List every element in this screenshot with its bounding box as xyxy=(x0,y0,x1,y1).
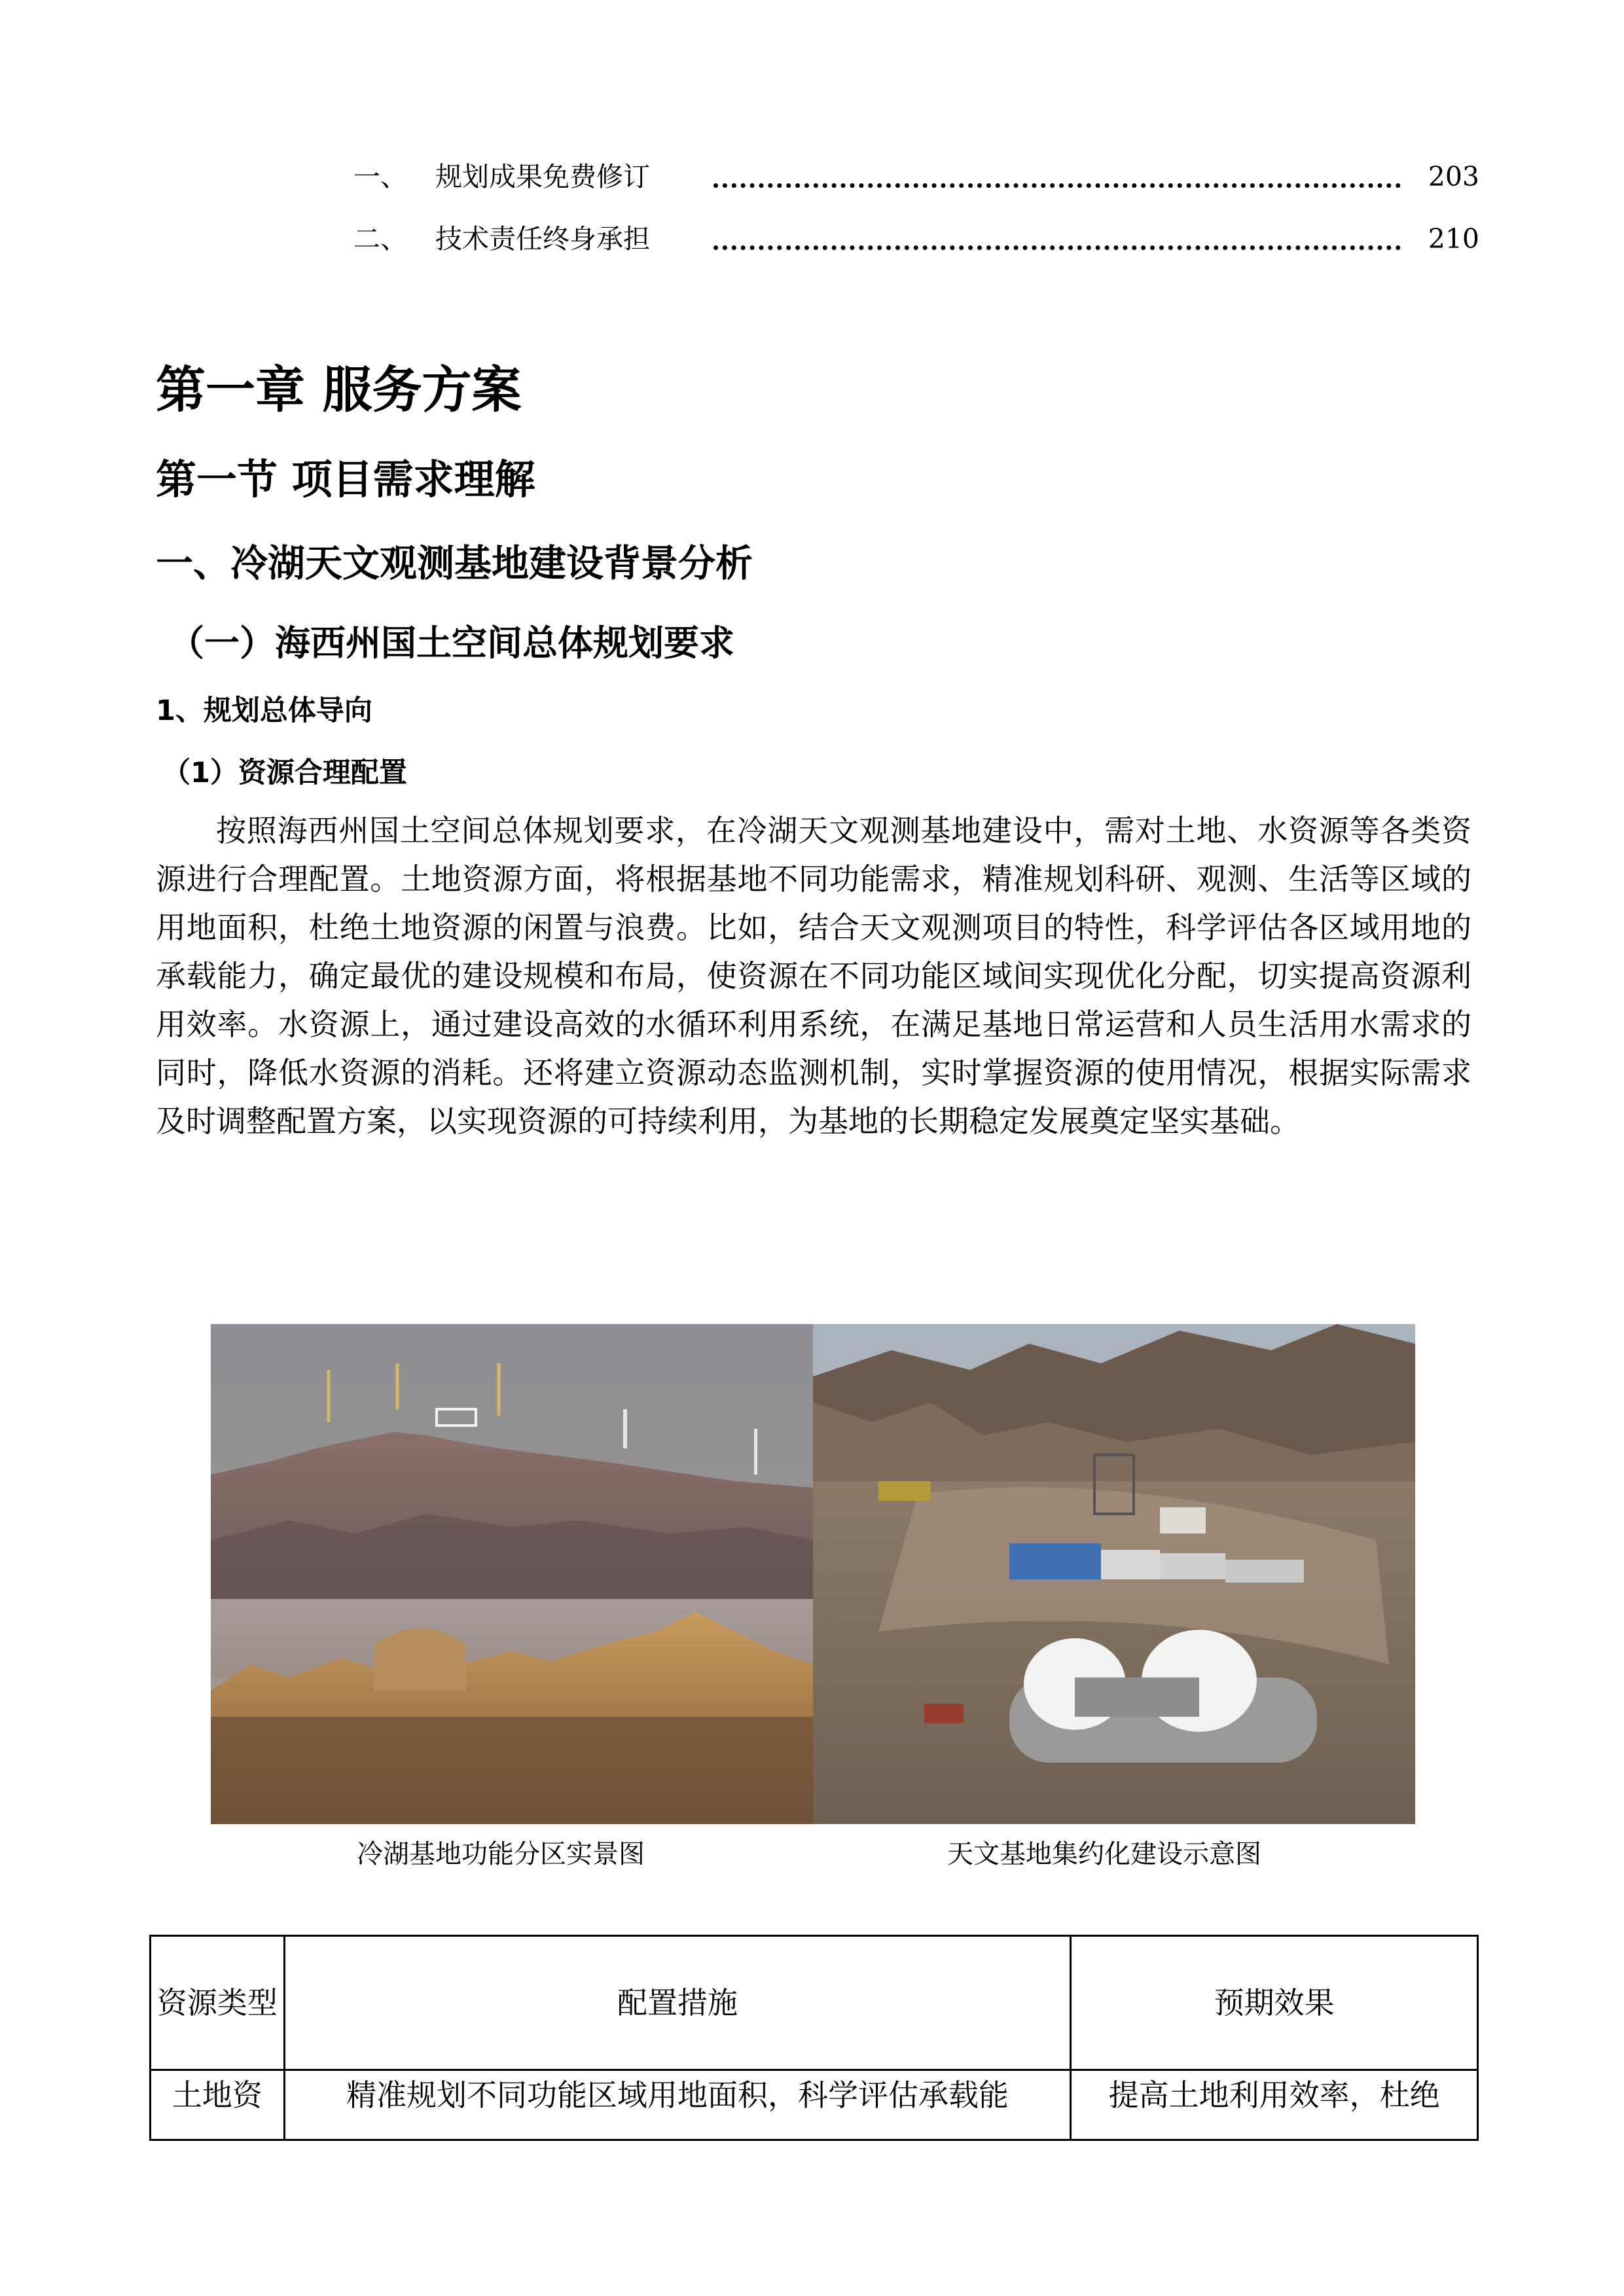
astronomy-base-photo xyxy=(813,1324,1415,1824)
toc-entry-title: 规划成果免费修订 xyxy=(435,161,650,192)
toc-entry-page: 210 xyxy=(1428,223,1479,255)
figure-caption: 冷湖基地功能分区实景图 xyxy=(357,1839,645,1869)
table-header-cell: 预期效果 xyxy=(1071,1936,1478,2070)
toc-entry-number: 二、 xyxy=(353,223,407,255)
toc-leader-dots xyxy=(713,170,1401,188)
toc-entry-page: 203 xyxy=(1428,161,1479,192)
resource-table xyxy=(149,1935,1479,2141)
figure-caption: 天文基地集约化建设示意图 xyxy=(947,1839,1261,1869)
subsubsection-heading: （一）海西州国土空间总体规划要求 xyxy=(169,622,734,664)
item-heading: 1、规划总体导向 xyxy=(156,694,372,727)
lenghu-zoning-photo xyxy=(211,1324,813,1824)
chapter-heading: 第一章 服务方案 xyxy=(156,361,522,419)
section-heading: 第一节 项目需求理解 xyxy=(156,456,535,503)
body-paragraph: 按照海西州国土空间总体规划要求，在冷湖天文观测基地建设中，需对土地、水资源等各类资源进行合理配置。土地资源方面，将根据基地不同功能需求，精准规划科研、观测、生活等区域的用地面积，杜绝土地资源的闲置与浪费。比如，结合天文观测项目的特性，科学评估各区域用地的承载能力，确定最优的建设规模和布局，使资源在不同功能区域间实现优化分配，切实提高资源利用效率。水资源上，通过建设高效的水循环利用系统，在满足基地日常运营和人员生活用水需求的同时，降低水资源的消耗。还将建立资源动态监测机制，实时掌握资源的使用情况，根据实际需求及时调整配置方案，以实现资源的可持续利用，为基地的长期稳定发展奠定坚实基础。 xyxy=(156,813,1471,1139)
table-header-row xyxy=(151,1936,1478,2070)
table-header-cell: 配置措施 xyxy=(284,1936,1070,2070)
toc-entry-number: 一、 xyxy=(353,161,407,192)
toc-entry[interactable] xyxy=(353,157,1479,196)
table-cell: 土地资 xyxy=(151,2070,285,2140)
subsection-heading: 一、冷湖天文观测基地建设背景分析 xyxy=(156,542,753,585)
toc-leader-dots xyxy=(713,232,1401,250)
table-cell: 提高土地利用效率，杜绝 xyxy=(1071,2070,1478,2140)
table-cell: 精准规划不同功能区域用地面积，科学评估承载能 xyxy=(284,2070,1070,2140)
toc-entry-title: 技术责任终身承担 xyxy=(435,223,650,255)
toc-entry[interactable] xyxy=(353,219,1479,259)
table-row xyxy=(151,2070,1478,2140)
table-header-cell: 资源类型 xyxy=(151,1936,285,2070)
subitem-heading: （1）资源合理配置 xyxy=(162,757,407,789)
